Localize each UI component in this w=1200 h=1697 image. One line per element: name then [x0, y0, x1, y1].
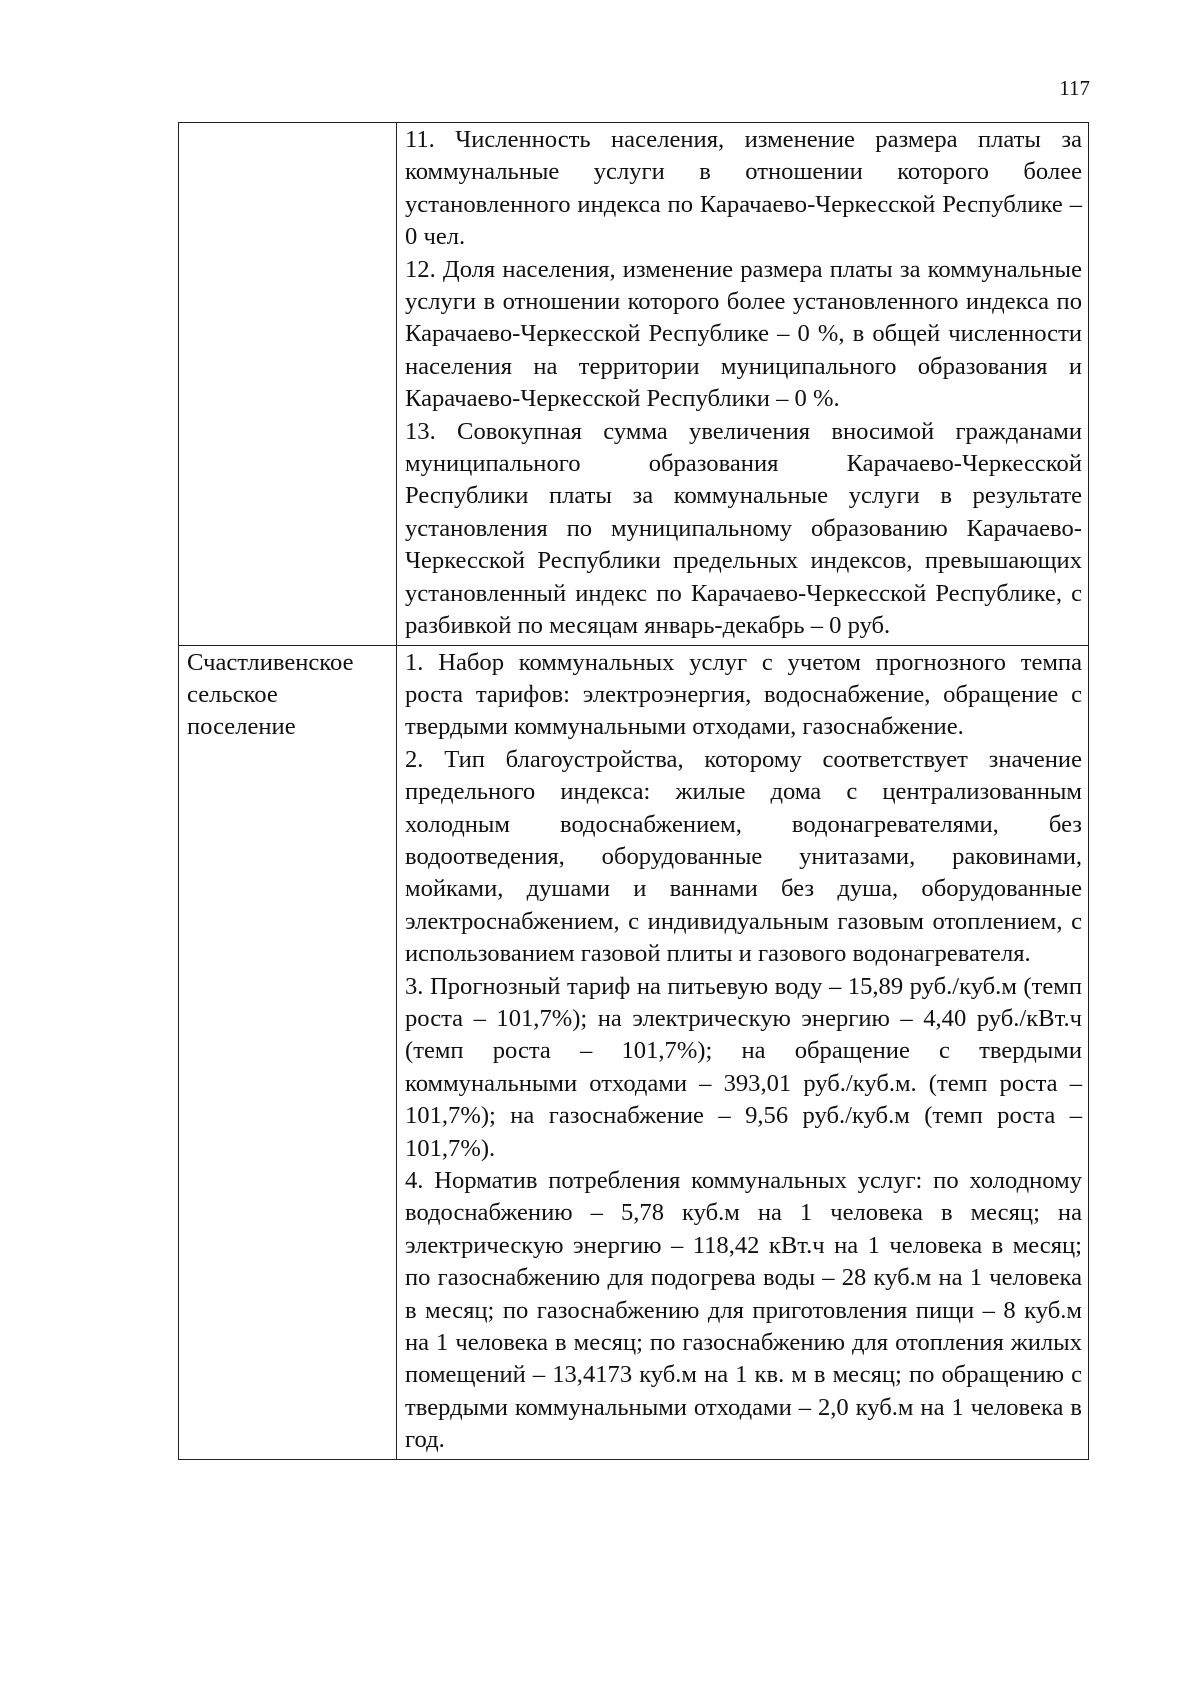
list-item: 2. Тип благоустройства, которому соответствует значение предельного индекса: жилые дома с централизованным холодным водоснабжением, водонагревателями, без водоотведения, оборудованные унитазами, раковинами, мойками, душами и ваннами без душа, оборудованные электроснабжением, с индивидуальным газовым отоплением, с использованием газовой плиты и газового водонагревателя.	[405, 745, 1082, 968]
content-cell	[397, 123, 1089, 646]
list-item: 3. Прогнозный тариф на питьевую воду – 15,89 руб./куб.м (темп роста – 101,7%); на электрическую энергию – 4,40 руб./кВт.ч (темп роста – 101,7%); на обращение с твердыми коммунальными отходами – 393,01 руб./куб.м. (темп роста – 101,7%); на газоснабжение – 9,56 руб./куб.м (темп роста – 101,7%).	[405, 972, 1082, 1162]
list-item: 11. Численность населения, изменение размера платы за коммунальные услуги в отношении которого более установленного индекса по Карачаево-Черкесской Республике – 0 чел.	[405, 126, 1082, 251]
indices-table	[178, 122, 1089, 1460]
list-item: 13. Совокупная сумма увеличения вносимой гражданами муниципального образования Карачаево-Черкесской Республики платы за коммунальные услуги в результате установления по муниципальному образованию Карачаево-Черкесской Республики предельных индексов, превышающих установленный индекс по Карачаево-Черкесской Республике, с разбивкой по месяцам январь-декабрь – 0 руб.	[405, 417, 1082, 640]
table-row	[179, 123, 1089, 646]
content-cell	[397, 645, 1089, 1459]
settlement-name-cell: Счастливенское сельское поселение	[179, 645, 397, 1459]
table-row	[179, 645, 1089, 1459]
page-number: 117	[1059, 76, 1090, 100]
list-item: 1. Набор коммунальных услуг с учетом прогнозного темпа роста тарифов: электроэнергия, водоснабжение, обращение с твердыми коммунальными отходами, газоснабжение.	[405, 648, 1082, 741]
settlement-name-cell	[179, 123, 397, 646]
list-item: 4. Норматив потребления коммунальных услуг: по холодному водоснабжению – 5,78 куб.м на 1 человека в месяц; на электрическую энергию – 118,42 кВт.ч на 1 человека в месяц; по газоснабжению для подогрева воды – 28 куб.м на 1 человека в месяц; по газоснабжению для приготовления пищи – 8 куб.м на 1 человека в месяц; по газоснабжению для отопления жилых помещений – 13,4173 куб.м на 1 кв. м в месяц; по обращению с твердыми коммунальными отходами – 2,0 куб.м на 1 человека в год.	[405, 1167, 1082, 1454]
list-item: 12. Доля населения, изменение размера платы за коммунальные услуги в отношении которого более установленного индекса по Карачаево-Черкесской Республике – 0 %, в общей численности населения на территории муниципального образования и Карачаево-Черкесской Республики – 0 %.	[405, 255, 1082, 413]
